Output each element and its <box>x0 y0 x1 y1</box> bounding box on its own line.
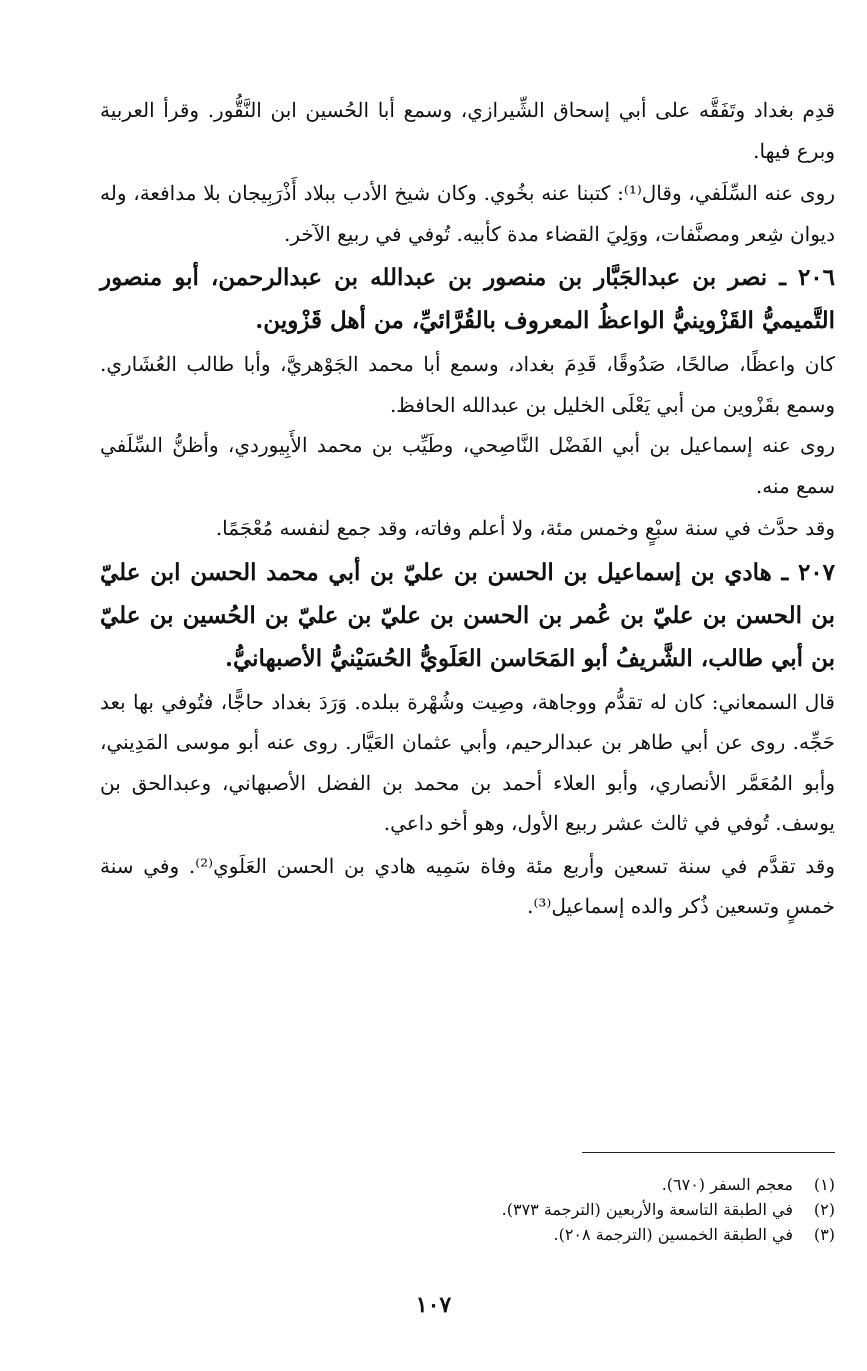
footnote-number: (٣) <box>813 1225 835 1244</box>
footnote-text: في الطبقة التاسعة والأربعين (الترجمة ٣٧٣). <box>501 1200 793 1219</box>
footnote-text: معجم السفر (٦٧٠). <box>661 1175 793 1194</box>
entry-heading-207: ٢٠٧ ـ هادي بن إسماعيل بن الحسن بن عليّ بن أبي محمد الحسن ابن عليّ بن الحسن بن عليّ بن عُمر بن الحسن بن عليّ بن عليّ بن الحُسين بن عليّ بن أبي طالب، الشَّريفُ أبو المَحَاسن العَلَويُّ الحُسَيْنيُّ الأصبهانيُّ. <box>100 558 835 672</box>
page-number: ١٠٧ <box>415 1292 452 1318</box>
paragraph-5: وقد حدَّث في سنة سبْعٍ وخمس مئة، ولا أعلم وفاته، وقد جمع لنفسه مُعْجَمًا. <box>215 516 835 540</box>
footnote-divider <box>582 1152 835 1153</box>
footnotes <box>100 1172 835 1247</box>
page-body <box>100 90 835 929</box>
entry-heading-206: ٢٠٦ ـ نصر بن عبدالجَبَّار بن منصور بن عبدالله بن عبدالرحمن، أبو منصور التَّميميُّ القَزْوينيُّ الواعظُ المعروف بالقُرَّائيِّ، من أهل قَزْوين. <box>100 264 835 334</box>
footnote-number: (٢) <box>813 1200 835 1219</box>
footnote-1 <box>100 1172 835 1197</box>
paragraph-1: قدِم بغداد وتَفَقَّه على أبي إسحاق الشِّيرازي، وسمع أبا الحُسين ابن النَّقُّور. وقرأ العربية وبرع فيها. <box>100 98 835 163</box>
paragraph-4: روى عنه إسماعيل بن أبي الفَضْل النَّاصِحي، وطَيِّب بن محمد الأَبِيوردي، وأظنُّ السِّلَفي سمع منه. <box>100 433 835 498</box>
paragraph-3: كان واعظًا، صالحًا، صَدُوقًا، قَدِمَ بغداد، وسمع أبا محمد الجَوْهريَّ، وأبا طالب العُشَاري. وسمع بقَزْوين من أبي يَعْلَى الخليل بن عبدالله الحافظ. <box>100 352 835 417</box>
footnote-2 <box>100 1197 835 1222</box>
footnote-3 <box>100 1222 835 1247</box>
paragraph-2: روى عنه السِّلَفي، وقال⁽¹⁾: كتبنا عنه بخُوي. وكان شيخ الأدب ببلاد أَذْرَبِيجان بلا مدافعة، وله ديوان شِعر ومصنَّفات، ووَلِيَ القضاء مدة كأبيه. تُوفي في ربيع الآخر. <box>100 181 835 246</box>
paragraph-7: وقد تقدَّم في سنة تسعين وأربع مئة وفاة سَمِيه هادي بن الحسن العَلَوي⁽²⁾. وفي سنة خمسٍ وتسعين ذُكر والده إسماعيل⁽³⁾. <box>100 853 836 918</box>
footnote-number: (١) <box>813 1175 835 1194</box>
footnote-text: في الطبقة الخمسين (الترجمة ٢٠٨). <box>553 1225 793 1244</box>
paragraph-6: قال السمعاني: كان له تقدُّم ووجاهة، وصِيت وشُهْرة ببلده. وَرَدَ بغداد حاجًّا، فتُوفي بها بعد حَجِّه. روى عن أبي طاهر بن عبدالرحيم، وأبي عثمان العَيَّار. روى عنه أبو موسى المَدِيني، وأبو المُعَمَّر الأنصاري، وأبو العلاء أحمد بن محمد بن الفضل الأصبهاني، وعبدالحق بن يوسف. تُوفي في ثالث عشر ربيع الأول، وهو أخو داعي. <box>100 689 835 835</box>
